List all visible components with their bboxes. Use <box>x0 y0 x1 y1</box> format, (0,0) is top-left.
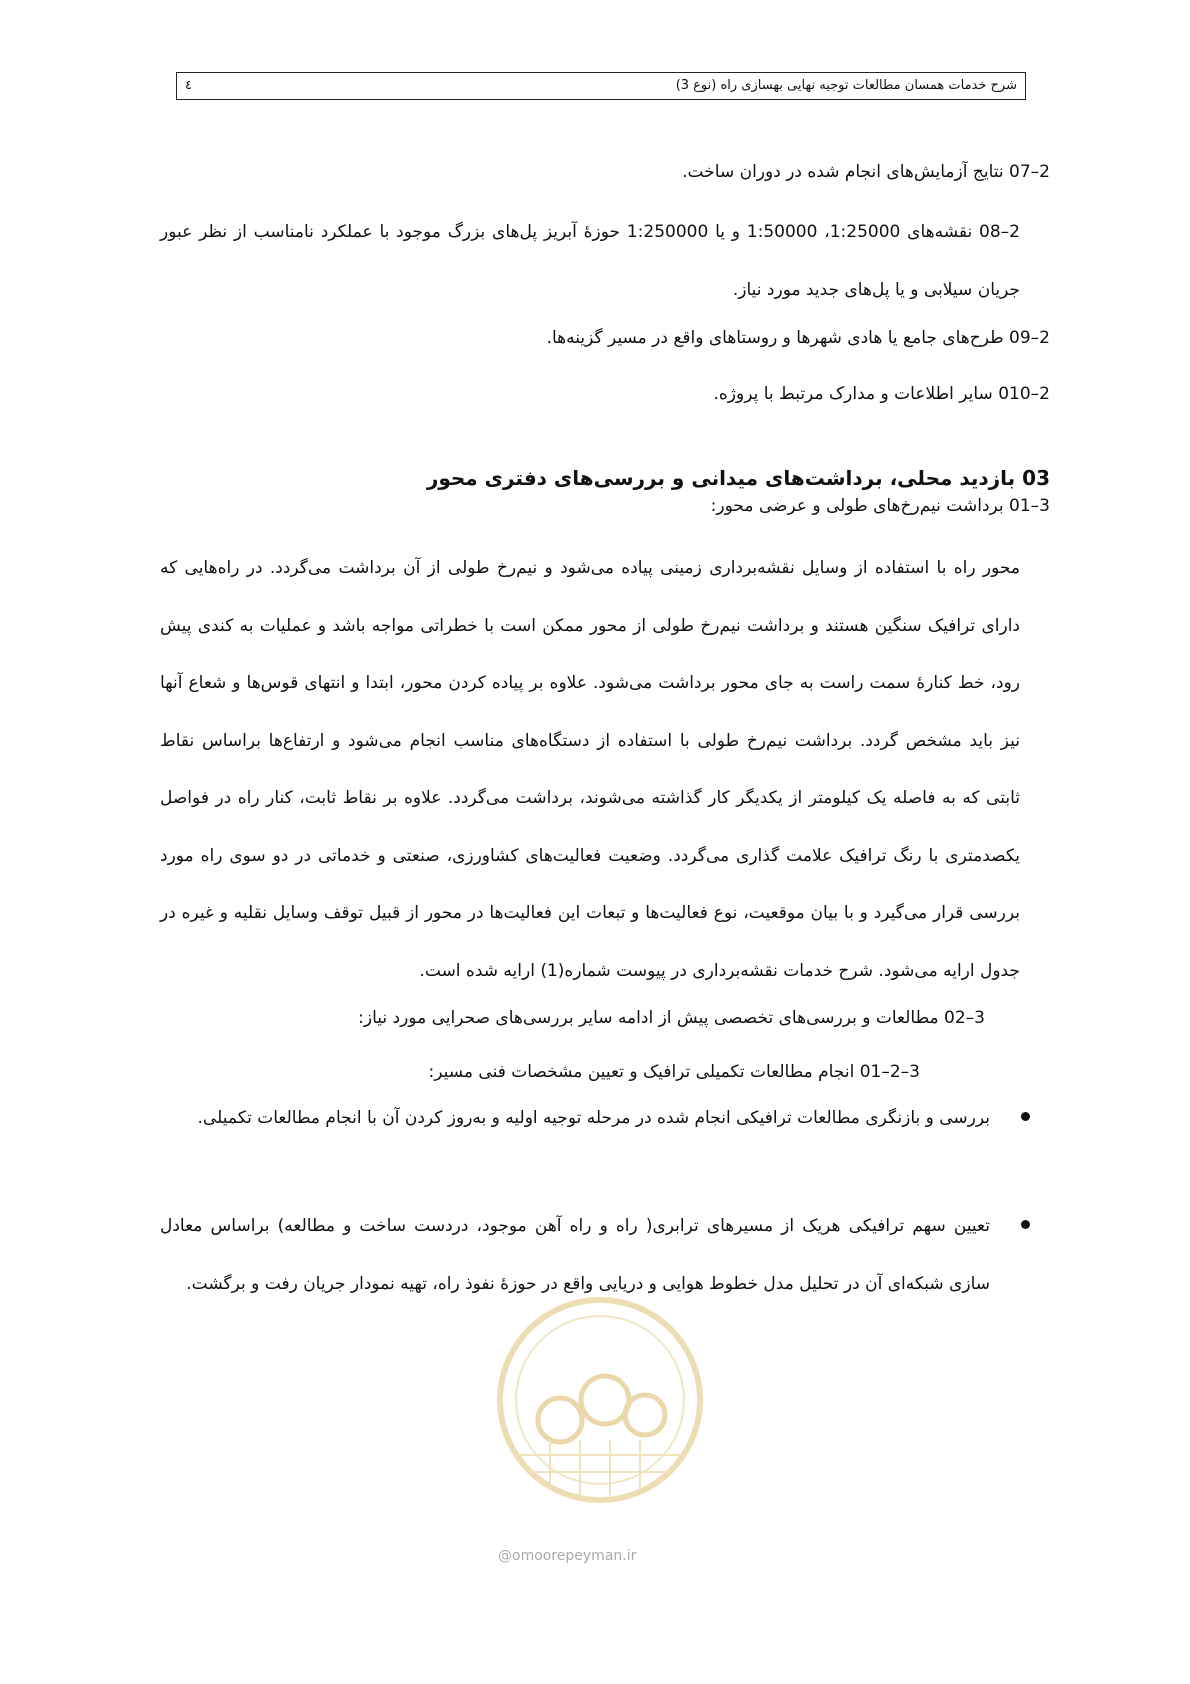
section-title: 03 بازدید محلی، برداشت‌های میدانی و بررسی‌های دفتری محور <box>426 466 1050 490</box>
bullet-dot <box>1021 1220 1030 1229</box>
item-2-08: 2–08 نقشه‌های 1:25000، 1:50000 و یا 1:250000 حوزهٔ آبریز پل‌های بزرگ موجود با عملکرد نامناسب از نظر عبور جریان سیلابی و یا پل‌های جدید مورد نیاز. <box>160 222 1020 300</box>
item-2-09: 2–09 طرح‌های جامع یا هادی شهرها و روستاهای واقع در مسیر گزینه‌ها. <box>546 328 1050 348</box>
item-3-02: 3–02 مطالعات و بررسی‌های تخصصی پیش از ادامه سایر بررسی‌های صحرایی مورد نیاز: <box>358 1008 985 1028</box>
watermark-url: @omoorepeyman.ir <box>498 1548 637 1564</box>
body-paragraph: محور راه با استفاده از وسایل نقشه‌برداری زمینی پیاده می‌شود و نیم‌رخ طولی از آن برداشت می‌گردد. در راه‌هایی که دارای ترافیک سنگین هستند و برداشت نیم‌رخ طولی از محور ممکن است با خطراتی مواجه باشد و عملیات به کندی پیش رود، خط کنارهٔ سمت راست به جای محور برداشت می‌شود. علاوه بر پیاده کردن محور، ابتدا و انتهای قوس‌ها و شعاع آنها نیز باید مشخص گردد. برداشت نیم‌رخ طولی با استفاده از دستگاه‌های مناسب انجام می‌شود و ارتفاع‌ها براساس نقاط ثابتی که به فاصله یک کیلومتر از یکدیگر کار گذاشته می‌شوند، برداشت می‌گردد. علاوه بر نقاط ثابت، کنار راه در فواصل یکصدمتری با رنگ ترافیک علامت گذاری می‌گردد. وضعیت فعالیت‌های کشاورزی، صنعتی و خدماتی در دو سوی راه مورد بررسی قرار می‌گیرد و با بیان موقعیت، نوع فعالیت‌ها و تبعات این فعالیت‌ها در محور از قبیل توقف وسایل نقلیه و غیره در جدول ارایه می‌شود. شرح خدمات نقشه‌برداری در پیوست شماره(1) ارایه شده است. <box>160 558 1020 981</box>
item-2-07: 2–07 نتایج آزمایش‌های انجام شده در دوران ساخت. <box>682 162 1050 182</box>
page-number: ٤ <box>185 78 192 93</box>
bullet-dot <box>1021 1112 1030 1121</box>
item-2-010: 2–010 سایر اطلاعات و مدارک مرتبط با پروژه. <box>713 384 1050 404</box>
page-header <box>176 72 1026 100</box>
header-title: شرح خدمات همسان مطالعات توجیه نهایی بهسازی راه (نوع 3) <box>675 78 1017 93</box>
bullet-item <box>160 1090 990 1148</box>
item-3-01: 3–01 برداشت نیم‌رخ‌های طولی و عرضی محور: <box>710 496 1050 516</box>
watermark-logo <box>490 1290 710 1530</box>
item-3-2-01: 3–2–01 انجام مطالعات تکمیلی ترافیک و تعیین مشخصات فنی مسیر: <box>428 1062 920 1082</box>
bullet-text: تعیین سهم ترافیکی هریک از مسیرهای ترابری( راه و راه آهن موجود، دردست ساخت و مطالعه) براساس معادل سازی شبکه‌ای آن در تحلیل مدل خطوط هوایی و دریایی واقع در حوزهٔ نفوذ راه، تهیه نمودار جریان رفت و برگشت. <box>160 1216 990 1294</box>
bullet-text: بررسی و بازنگری مطالعات ترافیکی انجام شده در مرحله توجیه اولیه و به‌روز کردن آن با انجام مطالعات تکمیلی. <box>197 1108 990 1128</box>
